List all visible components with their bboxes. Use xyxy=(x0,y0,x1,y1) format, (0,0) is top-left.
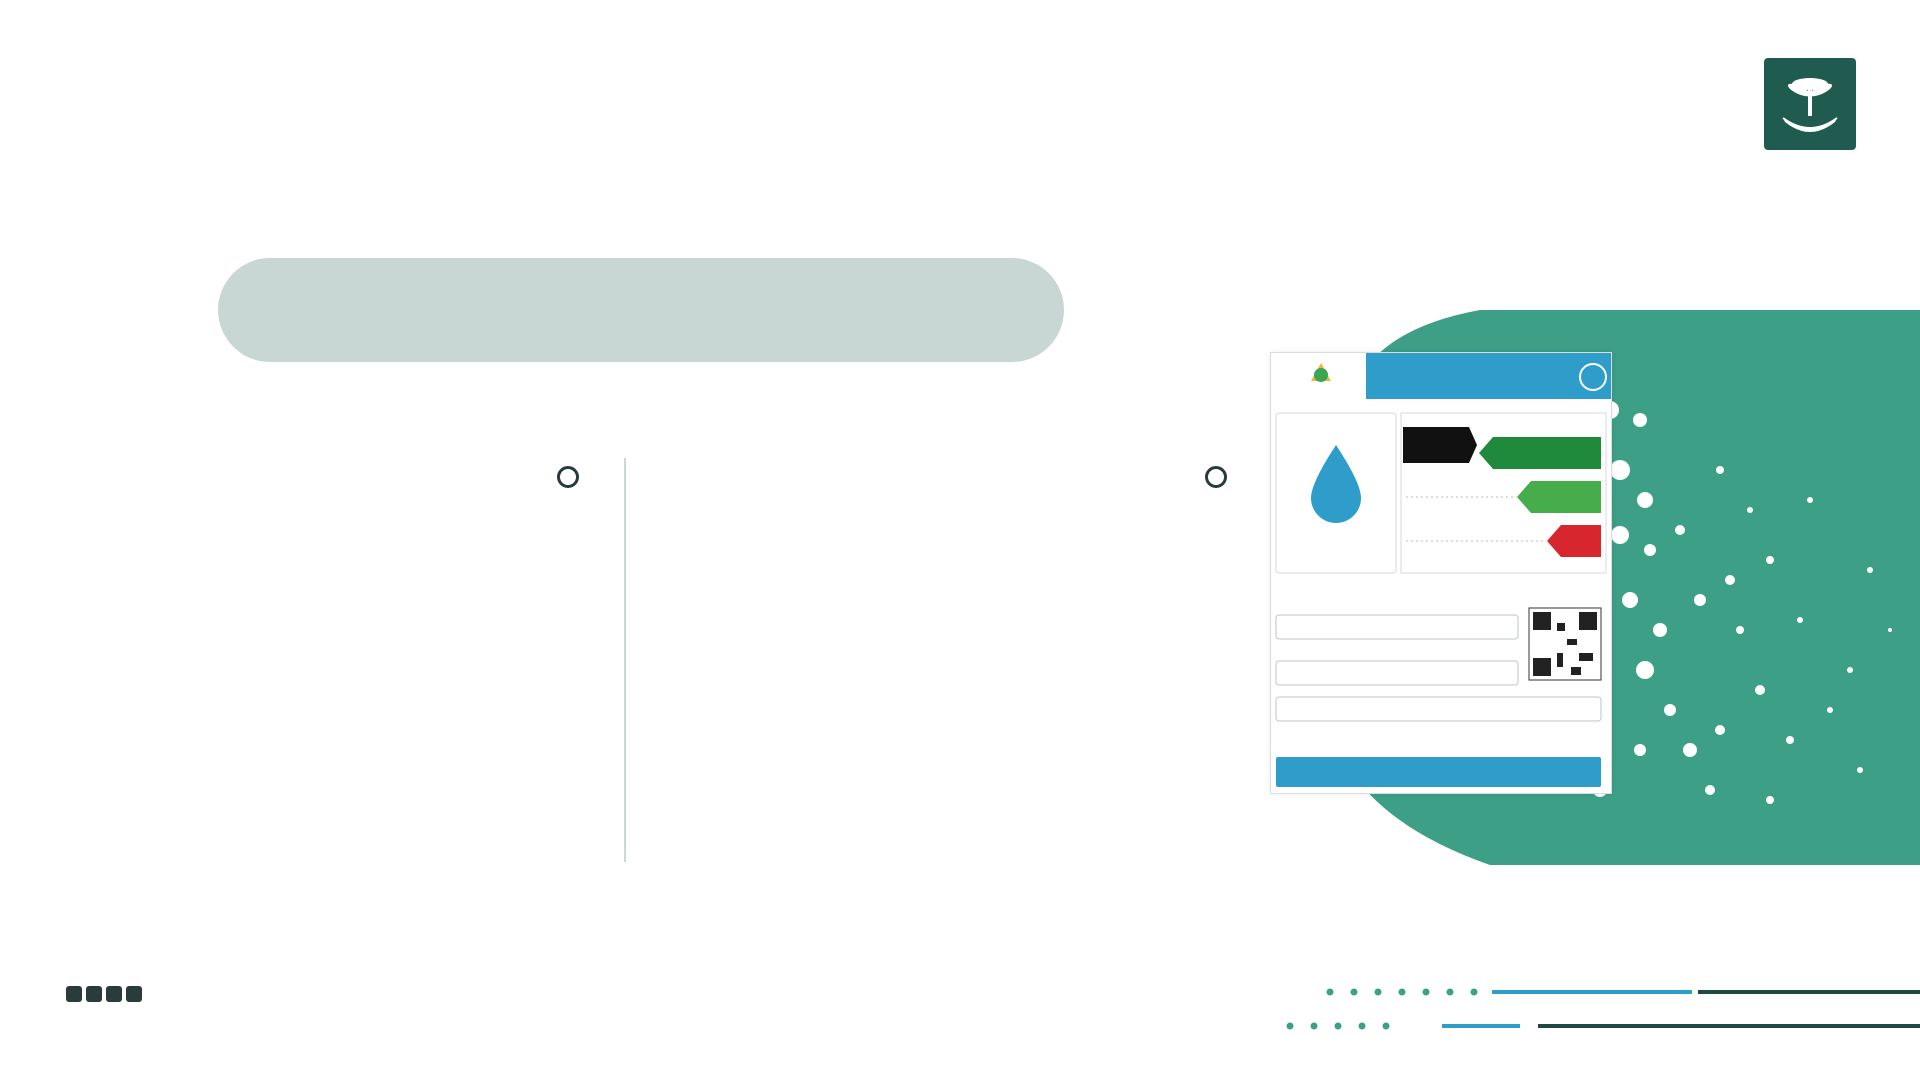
decor-dot xyxy=(1857,767,1863,773)
list-item-mixers xyxy=(640,640,1180,676)
column-divider xyxy=(624,458,626,862)
decor-dot xyxy=(1327,989,1334,996)
decor-dot xyxy=(1675,525,1685,535)
twitter-icon[interactable] xyxy=(66,986,82,1002)
bullet-circle-right xyxy=(1205,466,1227,488)
decor-dot xyxy=(1351,989,1358,996)
decor-dot xyxy=(1705,785,1715,795)
ministry-logo xyxy=(1750,58,1856,150)
decor-dot xyxy=(1827,707,1833,713)
decor-dot xyxy=(1683,743,1697,757)
list-item-toilets xyxy=(640,783,1180,819)
made-in-field xyxy=(1276,661,1518,685)
decor-dot xyxy=(1311,1023,1318,1030)
list-item-urinal xyxy=(640,876,1180,912)
youtube-icon[interactable] xyxy=(126,986,142,1002)
facebook-icon[interactable] xyxy=(86,986,102,1002)
decor-dot xyxy=(1664,704,1676,716)
decor-dot xyxy=(1375,989,1382,996)
grade-b-arrow xyxy=(1517,481,1601,513)
decor-dot xyxy=(1636,661,1654,679)
decor-dot xyxy=(1423,989,1430,996)
decor-dot xyxy=(1847,667,1853,673)
grade-a-arrow xyxy=(1479,437,1601,469)
decor-dot xyxy=(1867,567,1873,573)
decor-dot xyxy=(1694,594,1706,606)
grade-c-arrow xyxy=(1547,525,1601,557)
instagram-icon[interactable] xyxy=(106,986,122,1002)
decor-dot xyxy=(1335,1023,1342,1030)
decor-dot xyxy=(1471,989,1478,996)
social-links xyxy=(66,980,146,1006)
decor-dot xyxy=(1622,592,1638,608)
decor-dot xyxy=(1725,575,1735,585)
decor-dot xyxy=(1716,466,1724,474)
decor-dot xyxy=(1786,736,1794,744)
decor-dot xyxy=(1383,1023,1390,1030)
water-drop-icon xyxy=(1311,445,1361,523)
decor-dot xyxy=(1797,617,1803,623)
decor-dot xyxy=(1447,989,1454,996)
decor-dot xyxy=(1755,685,1765,695)
label-header-bar xyxy=(1366,353,1611,399)
title-background-pill xyxy=(218,258,1064,362)
brand-name-field xyxy=(1276,615,1518,639)
decor-dot xyxy=(1715,725,1725,735)
decor-dot xyxy=(1359,1023,1366,1030)
decor-dot xyxy=(1399,989,1406,996)
selected-grade-arrow xyxy=(1403,427,1477,463)
decor-dot xyxy=(1807,497,1813,503)
water-efficiency-label-card xyxy=(1270,352,1612,794)
decor-dot xyxy=(1611,526,1629,544)
decor-dot xyxy=(1633,413,1647,427)
palm-swords-emblem-icon xyxy=(1764,58,1856,150)
decor-dot xyxy=(1637,492,1653,508)
decor-dot xyxy=(1610,460,1630,480)
decor-dot xyxy=(1634,744,1646,756)
decor-dot xyxy=(1736,626,1744,634)
label-warning-bar xyxy=(1276,757,1601,787)
decor-dot xyxy=(1644,544,1656,556)
decor-dot xyxy=(1766,556,1774,564)
decor-dot xyxy=(1766,796,1774,804)
model-number-field xyxy=(1276,697,1601,721)
bottom-decor-lines xyxy=(1280,980,1920,1030)
bullet-circle-left xyxy=(557,466,579,488)
decor-dot xyxy=(1888,628,1892,632)
decor-dot xyxy=(1287,1023,1294,1030)
decor-dot xyxy=(1747,507,1753,513)
decor-dot xyxy=(1653,623,1667,637)
vision-2030-logo xyxy=(62,48,212,148)
